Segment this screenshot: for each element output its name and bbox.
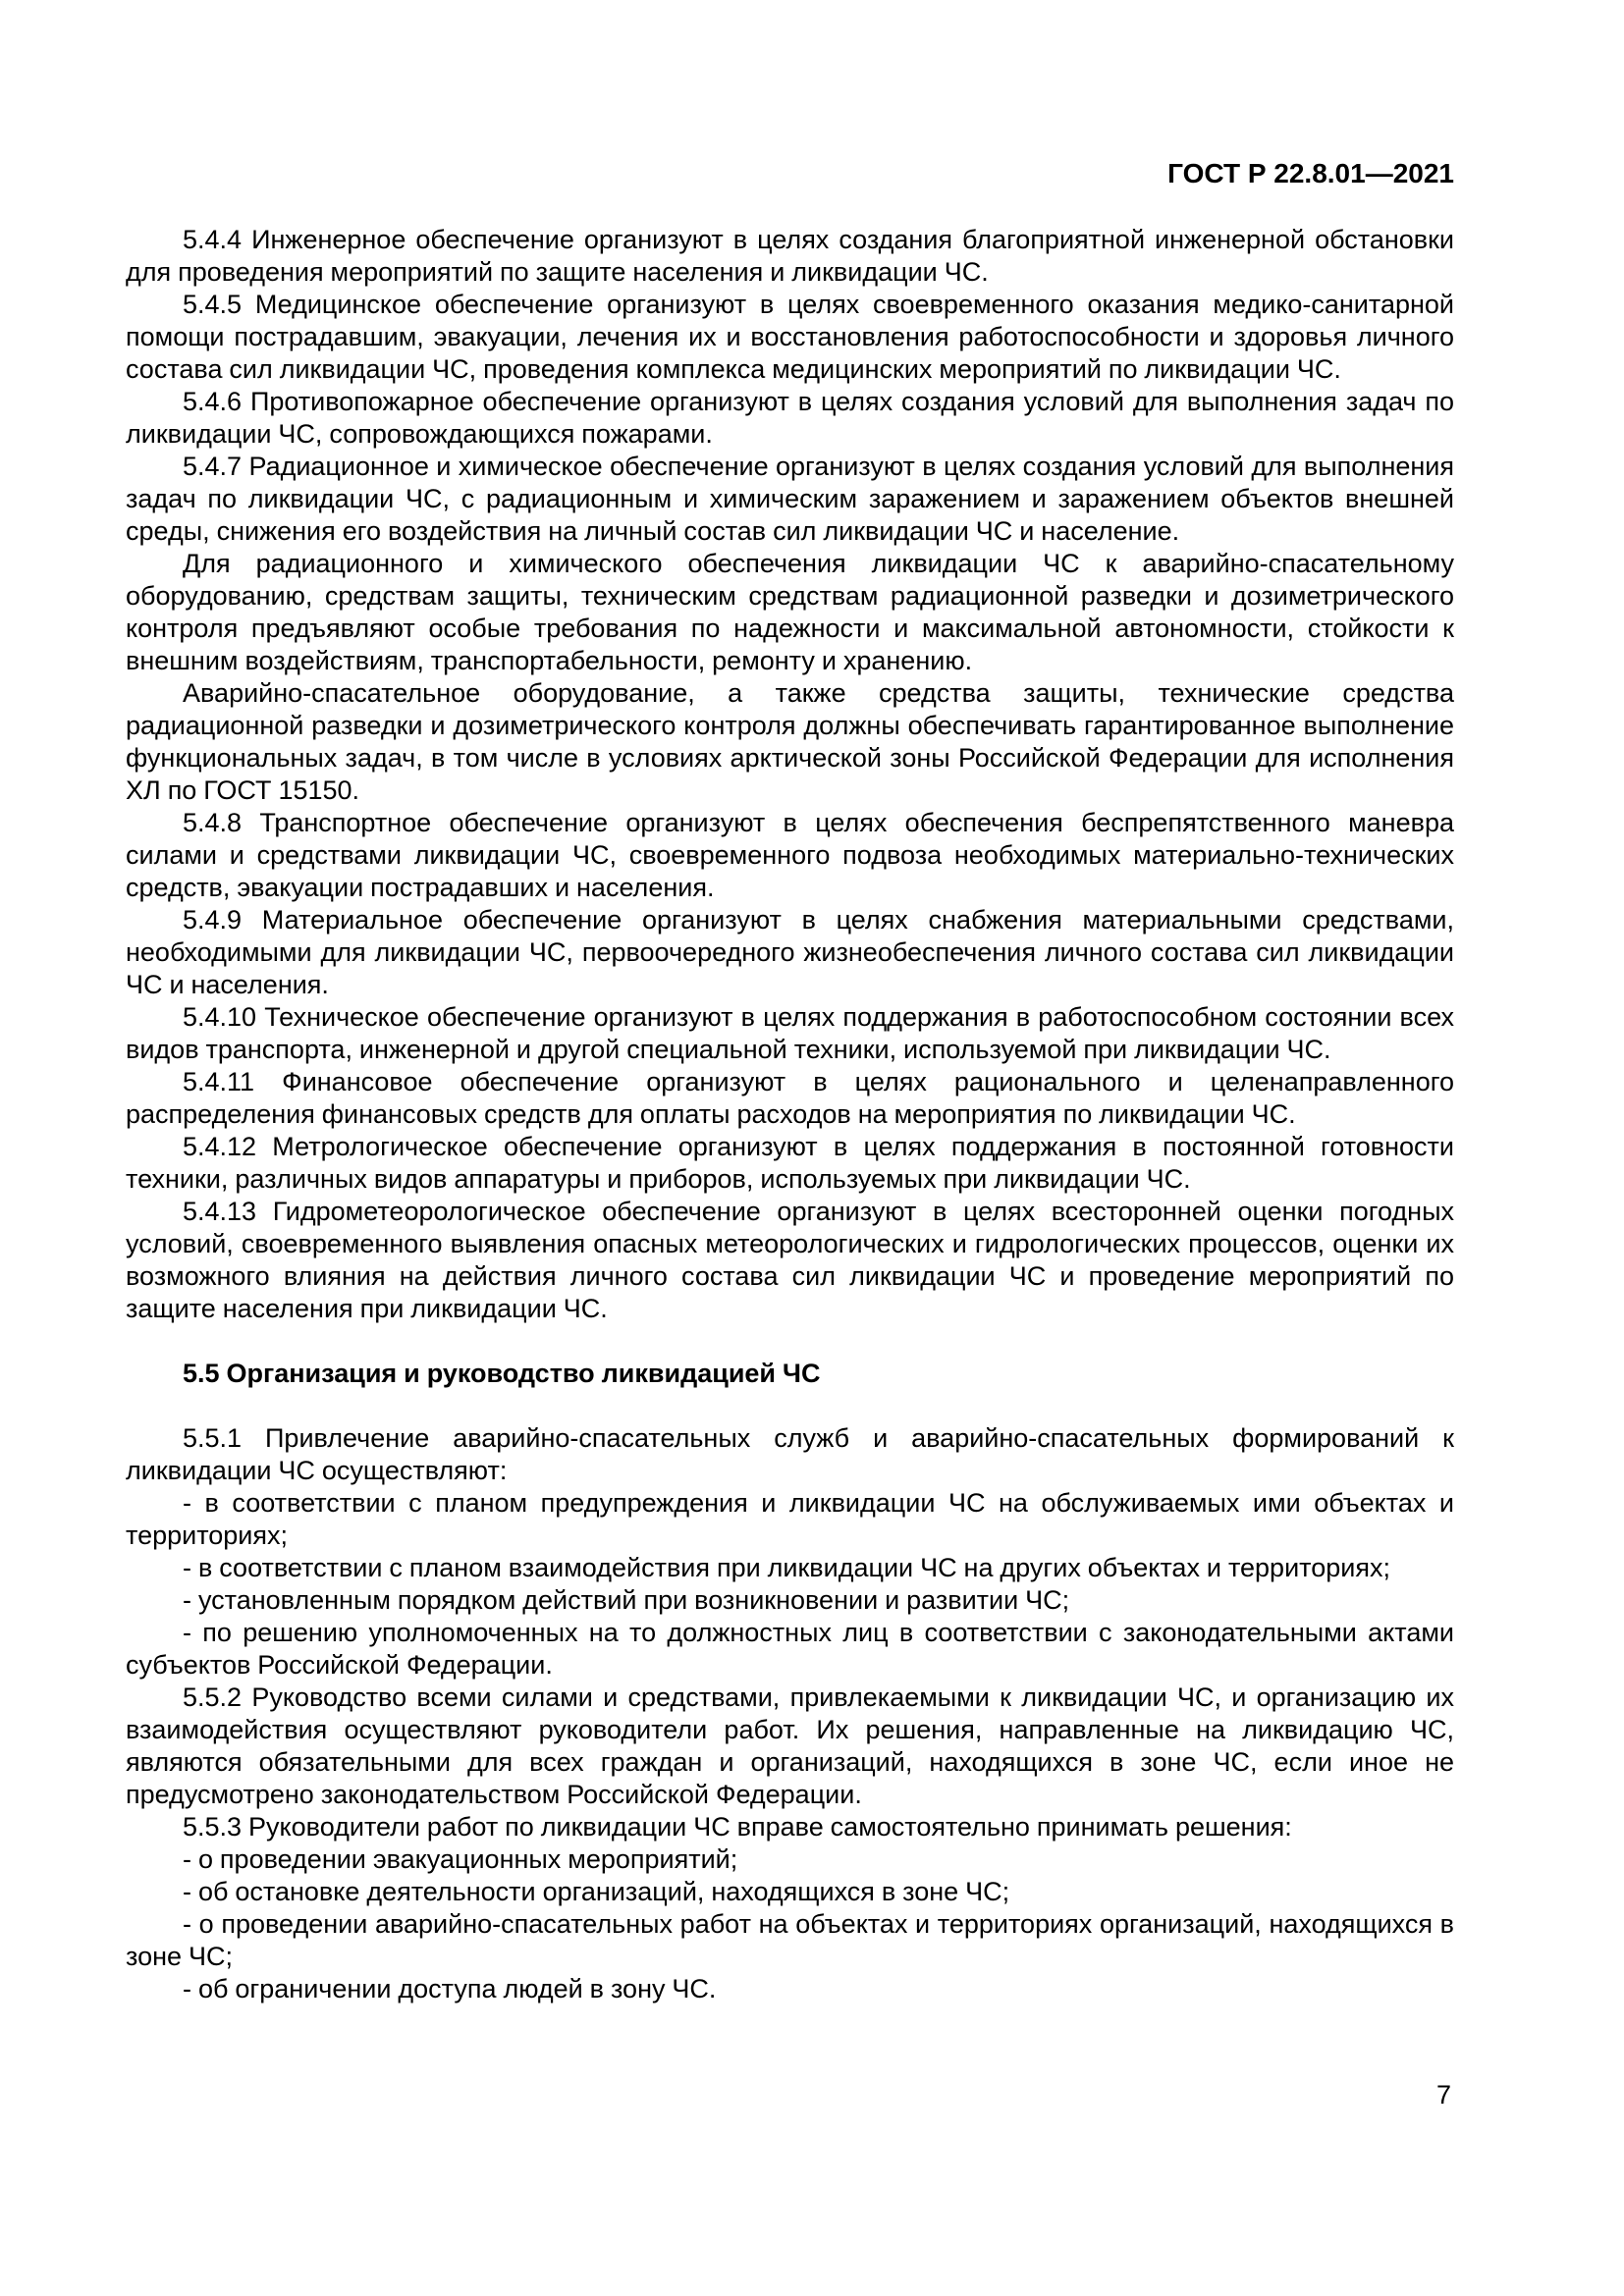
section-heading-5-5: 5.5 Организация и руководство ликвидацией ЧС bbox=[183, 1359, 821, 1388]
paragraph-5-4-7-continuation-2: Аварийно-спасательное оборудование, а также средства защиты, технические средства радиационной разведки и дозиметрического контроля должны обеспечивать гарантированное выполнение функциональных задач, в том числе в условиях арктической зоны Российской Федерации для исполнения ХЛ по ГОСТ 15150. bbox=[126, 678, 1454, 805]
paragraph-5-4-12: 5.4.12 Метрологическое обеспечение организуют в целях поддержания в постоянной готовности техники, различных видов аппаратуры и приборов, используемых при ликвидации ЧС. bbox=[126, 1132, 1454, 1194]
paragraph-5-4-6: 5.4.6 Противопожарное обеспечение организуют в целях создания условий для выполнения задач по ликвидации ЧС, сопровождающихся пожарами. bbox=[126, 387, 1454, 449]
list-item: - о проведении эвакуационных мероприятий; bbox=[183, 1844, 738, 1874]
paragraph-5-5-2: 5.5.2 Руководство всеми силами и средствами, привлекаемыми к ликвидации ЧС, и организацию их взаимодействия осуществляют руководители работ. Их решения, направленные на ликвидацию ЧС, являются обязательными для всех граждан и организаций, находящихся в зоне ЧС, если иное не предусмотрено законодательством Российской Федерации. bbox=[126, 1682, 1454, 1809]
document-body bbox=[126, 224, 1454, 2005]
document-header bbox=[126, 157, 1454, 189]
paragraph-5-4-11: 5.4.11 Финансовое обеспечение организуют в целях рационального и целенаправленного распределения финансовых средств для оплаты расходов на мероприятия по ликвидации ЧС. bbox=[126, 1067, 1454, 1129]
paragraph-5-4-5: 5.4.5 Медицинское обеспечение организуют в целях своевременного оказания медико-санитарной помощи пострадавшим, эвакуации, лечения их и восстановления работоспособности и здоровья личного состава сил ликвидации ЧС, проведения комплекса медицинских мероприятий по ликвидации ЧС. bbox=[126, 290, 1454, 384]
paragraph-5-5-1: 5.5.1 Привлечение аварийно-спасательных служб и аварийно-спасательных формирований к ликвидации ЧС осуществляют: bbox=[126, 1423, 1454, 1485]
standard-number: ГОСТ Р 22.8.01—2021 bbox=[1167, 158, 1454, 188]
paragraph-5-4-7-continuation-1: Для радиационного и химического обеспечения ликвидации ЧС к аварийно-спасательному оборудованию, средствам защиты, техническим средствам радиационной разведки и дозиметрического контроля предъявляют особые требования по надежности и максимальной автономности, стойкости к внешним воздействиям, транспортабельности, ремонту и хранению. bbox=[126, 549, 1454, 675]
list-item: - в соответствии с планом предупреждения и ликвидации ЧС на обслуживаемых ими объектах и территориях; bbox=[126, 1488, 1454, 1550]
list-item: - о проведении аварийно-спасательных работ на объектах и территориях организаций, находящихся в зоне ЧС; bbox=[126, 1909, 1454, 1971]
page-number: 7 bbox=[1435, 2080, 1451, 2109]
list-item: - установленным порядком действий при возникновении и развитии ЧС; bbox=[183, 1585, 1070, 1615]
list-item: - об ограничении доступа людей в зону ЧС. bbox=[183, 1974, 717, 2003]
paragraph-5-4-7: 5.4.7 Радиационное и химическое обеспечение организуют в целях создания условий для выполнения задач по ликвидации ЧС, с радиационным и химическим заражением и заражением объектов внешней среды, снижения его воздействия на личный состав сил ликвидации ЧС и население. bbox=[126, 452, 1454, 546]
paragraph-5-4-9: 5.4.9 Материальное обеспечение организуют в целях снабжения материальными средствами, необходимыми для ликвидации ЧС, первоочередного жизнеобеспечения личного состава сил ликвидации ЧС и населения. bbox=[126, 905, 1454, 999]
list-item: - об остановке деятельности организаций, находящихся в зоне ЧС; bbox=[183, 1877, 1010, 1906]
paragraph-5-4-4: 5.4.4 Инженерное обеспечение организуют в целях создания благоприятной инженерной обстановки для проведения мероприятий по защите населения и ликвидации ЧС. bbox=[126, 225, 1454, 287]
list-item: - в соответствии с планом взаимодействия при ликвидации ЧС на других объектах и территориях; bbox=[183, 1553, 1390, 1582]
paragraph-5-4-13: 5.4.13 Гидрометеорологическое обеспечение организуют в целях всесторонней оценки погодных условий, своевременного выявления опасных метеорологических и гидрологических процессов, оценки их возможного влияния на действия личного состава сил ликвидации ЧС и проведение мероприятий по защите населения при ликвидации ЧС. bbox=[126, 1197, 1454, 1323]
paragraph-5-4-8: 5.4.8 Транспортное обеспечение организуют в целях обеспечения беспрепятственного маневра силами и средствами ликвидации ЧС, своевременного подвоза необходимых материально-технических средств, эвакуации пострадавших и населения. bbox=[126, 808, 1454, 902]
list-item: - по решению уполномоченных на то должностных лиц в соответствии с законодательными актами субъектов Российской Федерации. bbox=[126, 1618, 1454, 1680]
paragraph-5-4-10: 5.4.10 Техническое обеспечение организуют в целях поддержания в работоспособном состоянии всех видов транспорта, инженерной и другой специальной техники, используемой при ликвидации ЧС. bbox=[126, 1002, 1454, 1064]
paragraph-5-5-3: 5.5.3 Руководители работ по ликвидации ЧС вправе самостоятельно принимать решения: bbox=[183, 1812, 1292, 1842]
